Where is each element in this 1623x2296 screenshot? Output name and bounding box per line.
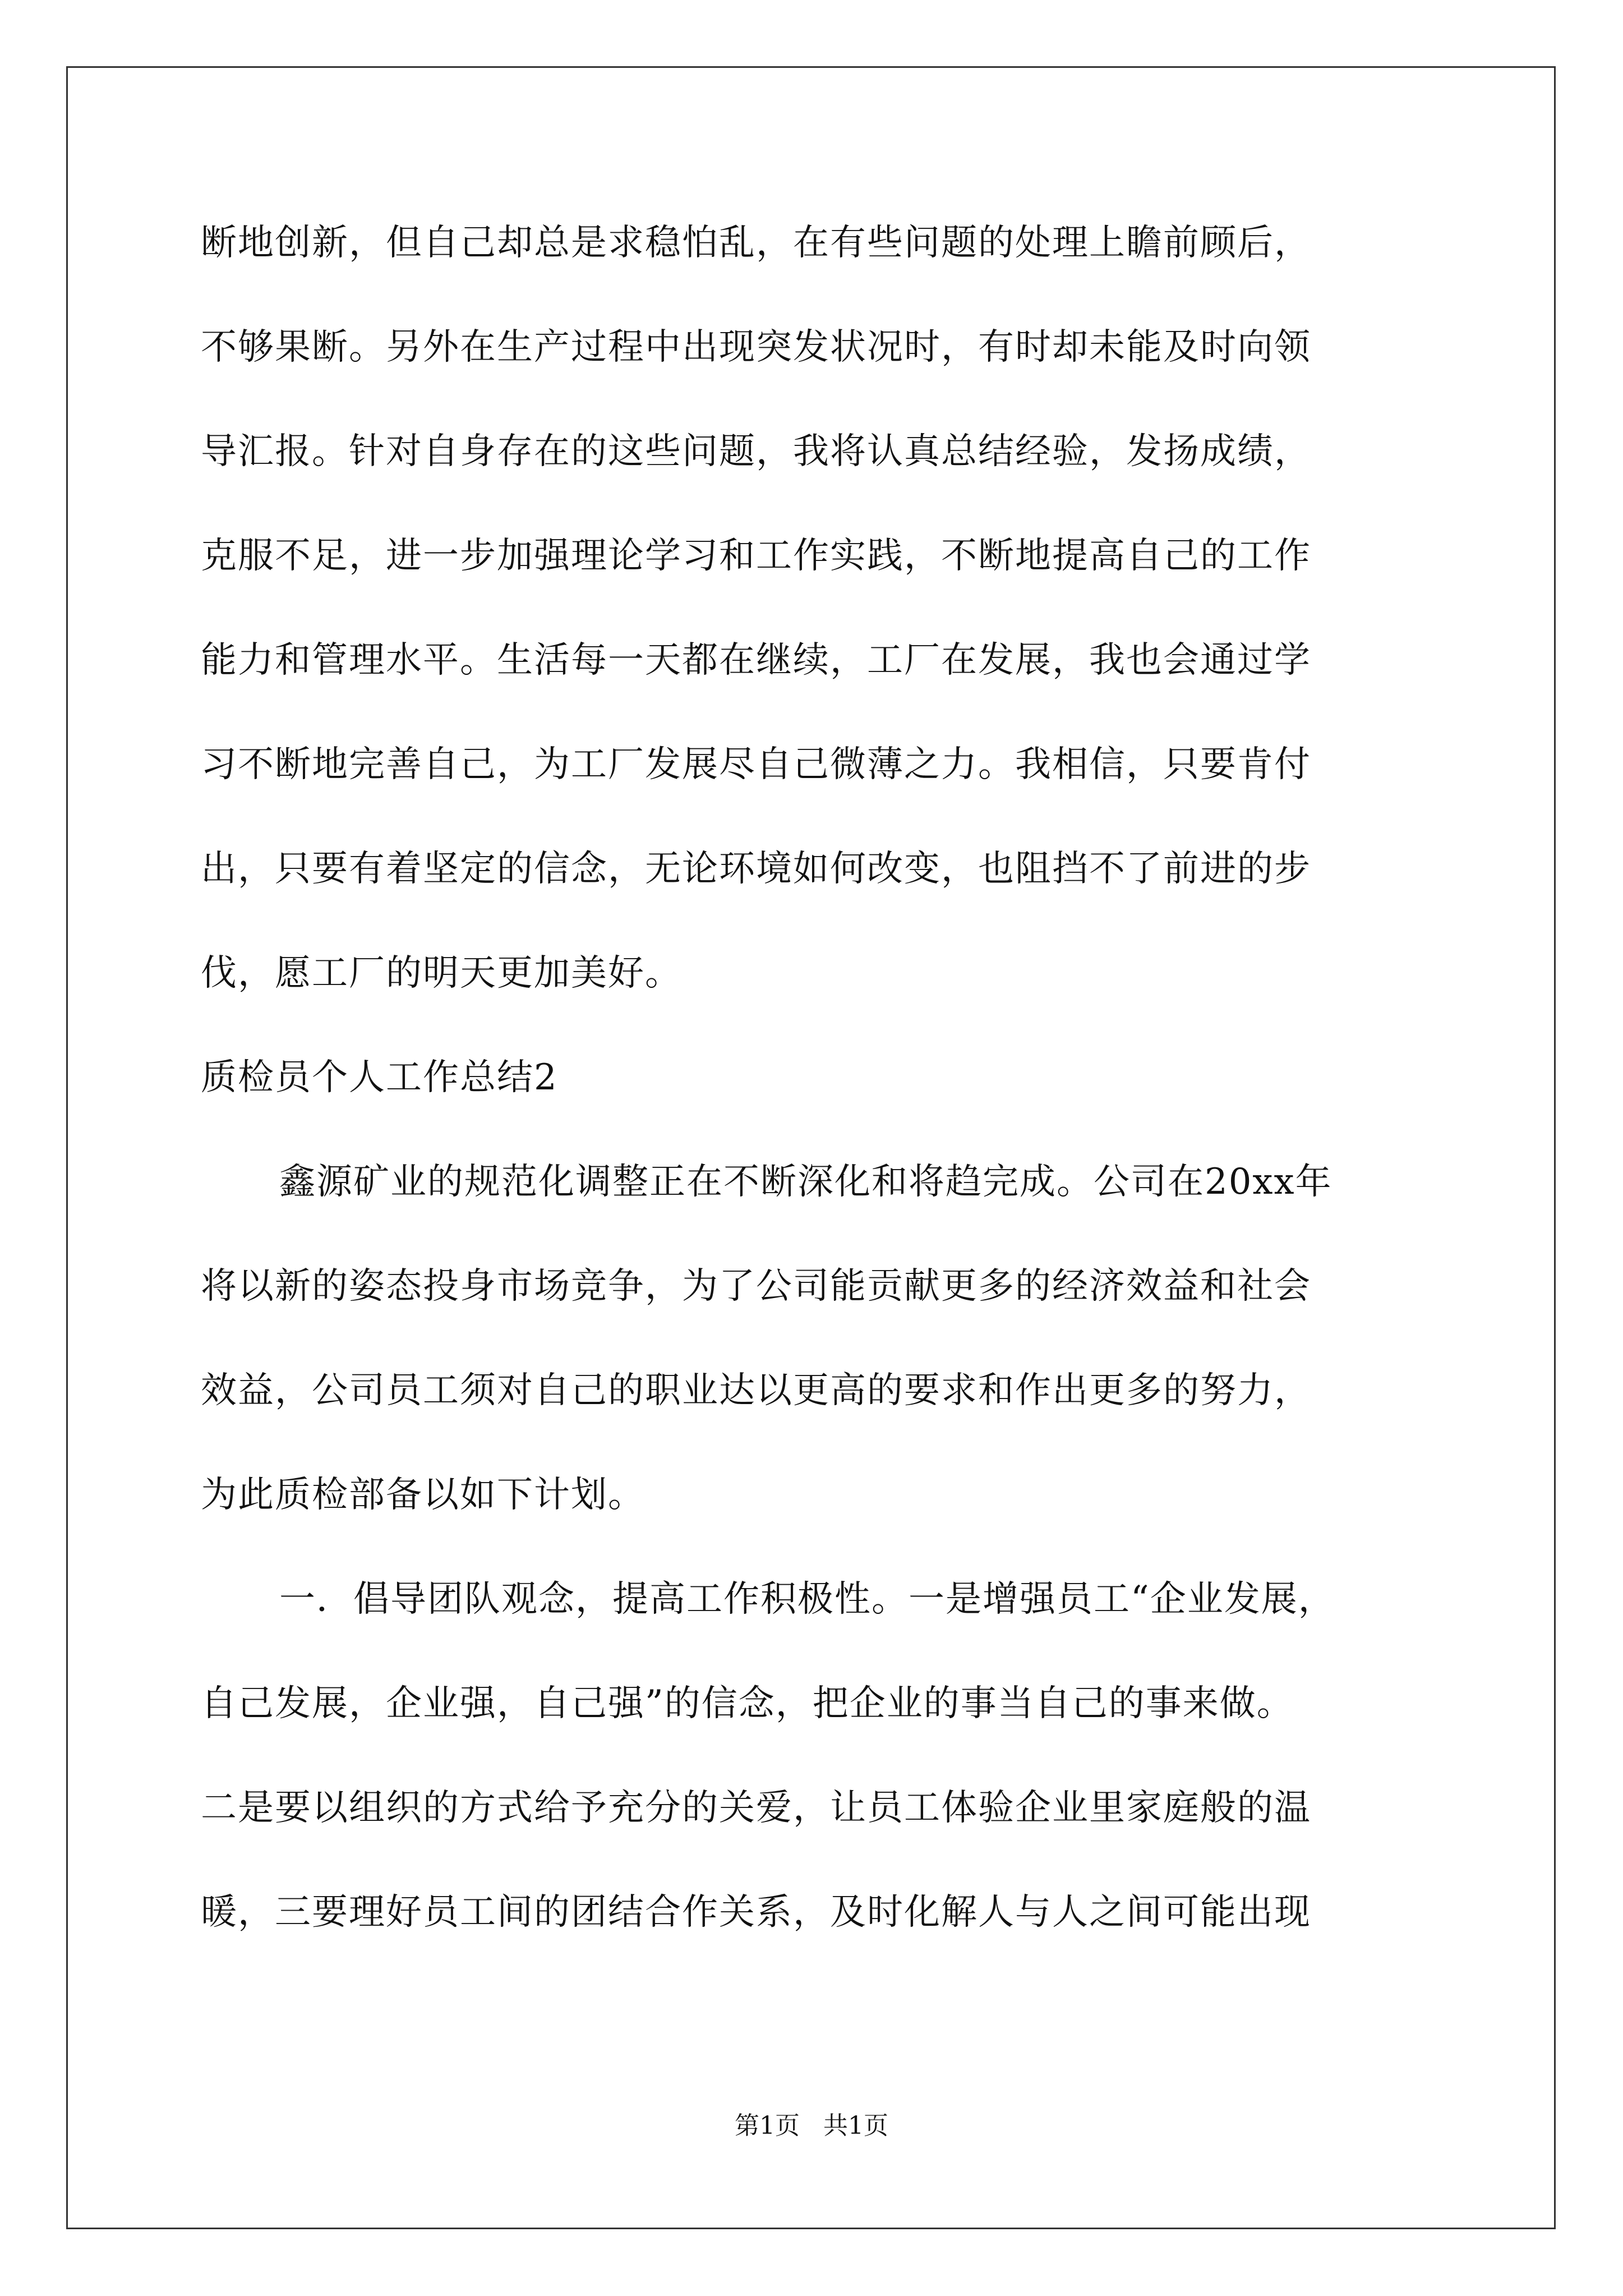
body-line: 为此质检部备以如下计划。 xyxy=(201,1474,645,1516)
body-line: 二是要以组织的方式给予充分的关爱，让员工体验企业里家庭般的温 xyxy=(201,1787,1311,1829)
section-heading: 质检员个人工作总结2 xyxy=(201,1057,558,1098)
body-line: 一．倡导团队观念，提高工作积极性。一是增强员工“企业发展， xyxy=(279,1579,1335,1620)
document-body xyxy=(201,191,1435,1964)
page-footer: 第1页 共1页 xyxy=(735,2111,888,2140)
body-line: 自己发展，企业强，自己强”的信念，把企业的事当自己的事来做。 xyxy=(201,1683,1294,1724)
body-line: 不够果断。另外在生产过程中出现突发状况时，有时却未能及时向领 xyxy=(201,326,1311,368)
body-line: 习不断地完善自己，为工厂发展尽自己微薄之力。我相信，只要肯付 xyxy=(201,744,1311,785)
body-line: 暖，三要理好员工间的团结合作关系，及时化解人与人之间可能出现 xyxy=(201,1892,1311,1933)
body-line: 效益，公司员工须对自己的职业达以更高的要求和作出更多的努力， xyxy=(201,1370,1311,1411)
body-line: 伐，愿工厂的明天更加美好。 xyxy=(201,953,682,994)
body-line: 能力和管理水平。生活每一天都在继续，工厂在发展，我也会通过学 xyxy=(201,639,1311,681)
body-line: 出，只要有着坚定的信念，无论环境如何改变，也阻挡不了前进的步 xyxy=(201,848,1311,890)
body-line: 断地创新，但自己却总是求稳怕乱，在有些问题的处理上瞻前顾后， xyxy=(201,222,1311,264)
body-line: 导汇报。针对自身存在的这些问题，我将认真总结经验，发扬成绩， xyxy=(201,431,1311,472)
body-line: 鑫源矿业的规范化调整正在不断深化和将趋完成。公司在20xx年 xyxy=(279,1161,1332,1203)
body-line: 将以新的姿态投身市场竞争，为了公司能贡献更多的经济效益和社会 xyxy=(201,1266,1311,1307)
body-line: 克服不足，进一步加强理论学习和工作实践，不断地提高自己的工作 xyxy=(201,535,1311,577)
